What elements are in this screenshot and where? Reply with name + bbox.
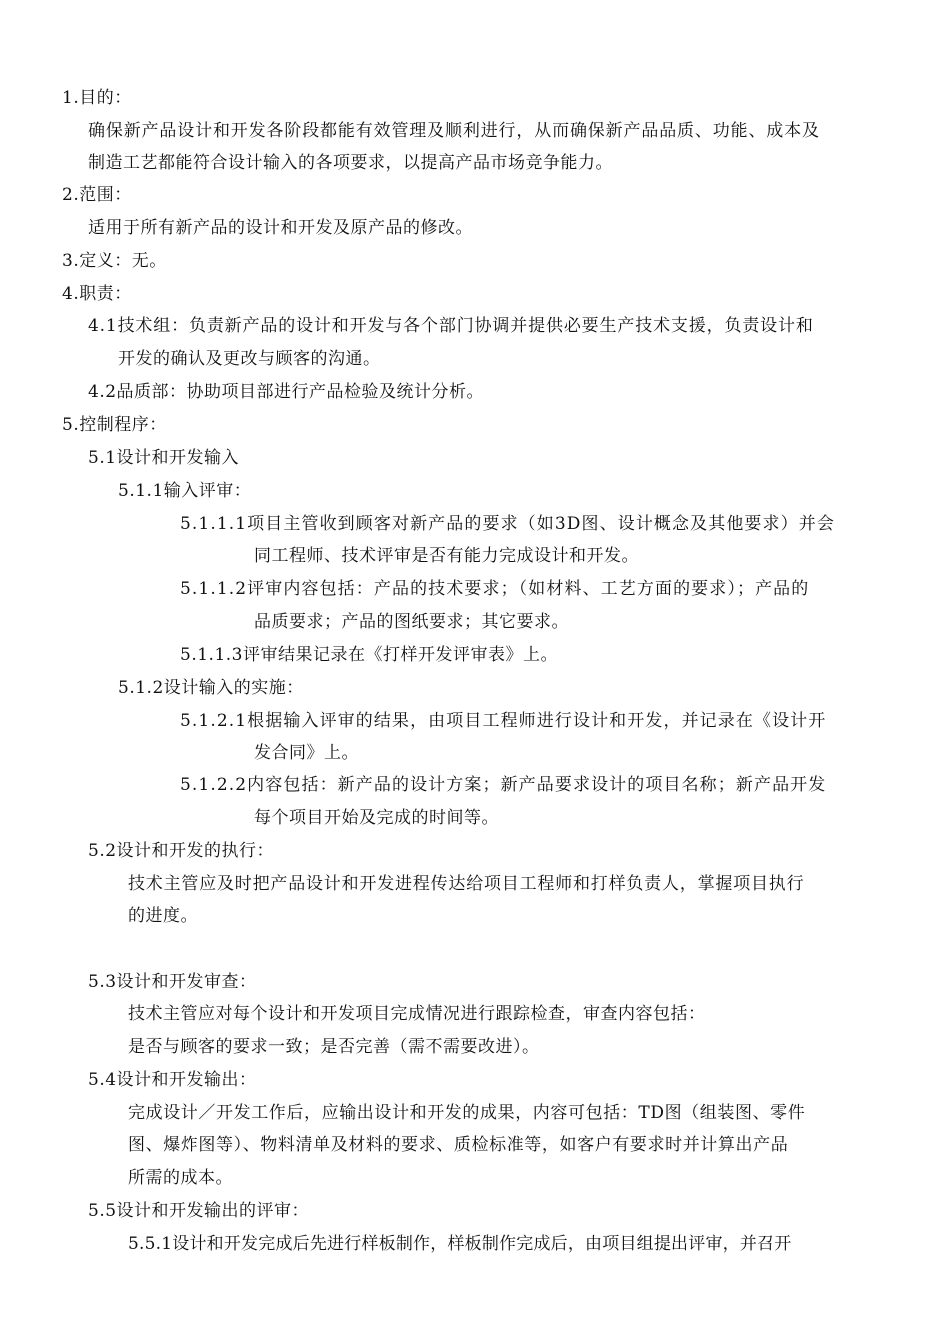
section-text-cont: 所需的成本。 <box>128 1168 233 1188</box>
section-text: 技术主管应及时把产品设计和开发进程传达给项目工程师和打样负责人，掌握项目执行 <box>128 874 805 894</box>
clause-text: 5.1.2.2内容包括：新产品的设计方案；新产品要求设计的项目名称；新产品开发 <box>180 775 827 795</box>
section-text-cont: 图、爆炸图等）、物料清单及材料的要求、质检标准等，如客户有要求时并计算出产品 <box>128 1135 789 1155</box>
responsibility-item: 4.1技术组：负责新产品的设计和开发与各个部门协调并提供必要生产技术支援，负责设计和 <box>88 316 814 336</box>
clause-text-cont: 品质要求；产品的图纸要求；其它要求。 <box>254 612 569 632</box>
responsibility-item-cont: 开发的确认及更改与顾客的沟通。 <box>118 349 381 369</box>
clause-text-cont: 每个项目开始及完成的时间等。 <box>254 808 499 828</box>
subsection-heading: 5.1.2设计输入的实施： <box>118 678 304 698</box>
section-heading: 5.2设计和开发的执行： <box>88 841 275 861</box>
purpose-text-line: 确保新产品设计和开发各阶段都能有效管理及顺利进行，从而确保新产品品质、功能、成本及 <box>88 121 820 141</box>
subsection-heading: 5.1.1输入评审： <box>118 481 252 501</box>
clause-text: 5.1.2.1根据输入评审的结果，由项目工程师进行设计和开发，并记录在《设计开 <box>180 711 827 731</box>
section-text: 5.5.1设计和开发完成后先进行样板制作，样板制作完成后，由项目组提出评审，并召开 <box>128 1234 792 1254</box>
section-text-cont: 的进度。 <box>128 906 198 926</box>
heading-scope: 2.范围： <box>62 185 132 205</box>
heading-responsibilities: 4.职责： <box>62 284 132 304</box>
clause-text-cont: 发合同》上。 <box>254 743 359 763</box>
clause-text: 5.1.1.1项目主管收到顾客对新产品的要求（如3D图、设计概念及其他要求）并会 <box>180 514 835 534</box>
heading-purpose: 1.目的： <box>62 88 132 108</box>
purpose-text-line: 制造工艺都能符合设计输入的各项要求，以提高产品市场竞争能力。 <box>88 153 613 173</box>
section-heading: 5.1设计和开发输入 <box>88 448 240 468</box>
clause-text: 5.1.1.2评审内容包括：产品的技术要求；（如材料、工艺方面的要求）；产品的 <box>180 579 810 599</box>
section-text: 技术主管应对每个设计和开发项目完成情况进行跟踪检查，审查内容包括： <box>128 1004 706 1024</box>
heading-control-procedure: 5.控制程序： <box>62 415 167 435</box>
heading-definition: 3.定义：无。 <box>62 251 167 271</box>
section-text: 是否与顾客的要求一致；是否完善（需不需要改进）。 <box>128 1037 540 1057</box>
responsibility-item: 4.2品质部：协助项目部进行产品检验及统计分析。 <box>88 382 485 402</box>
section-heading: 5.3设计和开发审查： <box>88 972 257 992</box>
scope-text: 适用于所有新产品的设计和开发及原产品的修改。 <box>88 218 473 238</box>
section-heading: 5.4设计和开发输出： <box>88 1070 257 1090</box>
clause-text-cont: 同工程师、技术评审是否有能力完成设计和开发。 <box>254 546 639 566</box>
clause-text: 5.1.1.3评审结果记录在《打样开发评审表》上。 <box>180 645 558 665</box>
section-text: 完成设计／开发工作后，应输出设计和开发的成果，内容可包括：TD图（组装图、零件 <box>128 1103 806 1123</box>
section-heading: 5.5设计和开发输出的评审： <box>88 1201 310 1221</box>
